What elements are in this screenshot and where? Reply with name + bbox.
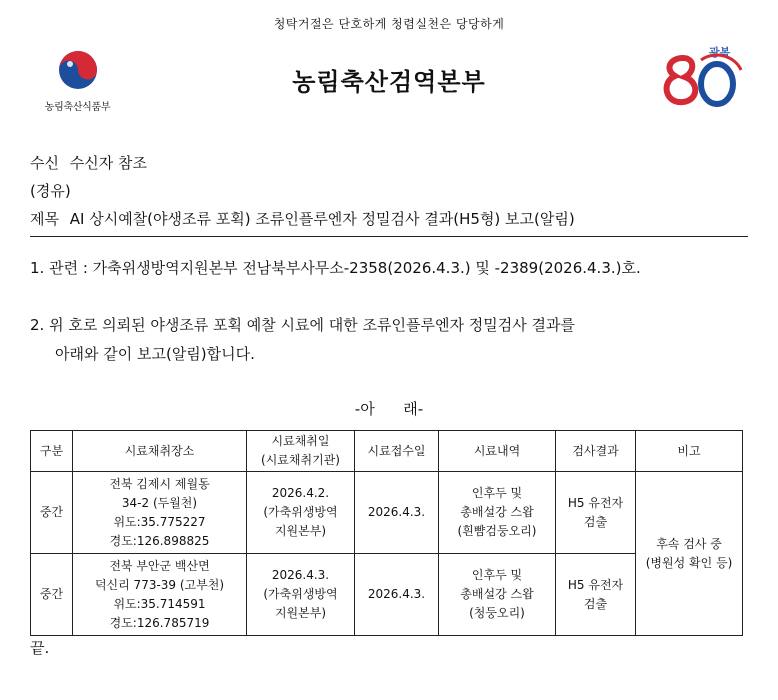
location-line: 전북 김제시 제월동 [109,476,210,491]
latitude: 위도:35.775227 [113,514,206,529]
location-line: 덕신리 773-39 (고부천) [94,577,225,592]
slogan: 청탁거절은 단호하게 청렴실천은 당당하게 [273,17,505,31]
header-date-line-2: (시료채취기관) [261,453,340,467]
remarks-line: 후속 검사 중 [656,536,722,551]
details-line: 인후두 및 [471,486,523,500]
recipient-line [30,152,147,173]
details-line: 총배설강 스왑 [460,505,534,519]
table-row [31,472,743,554]
row-result [556,554,636,636]
header-result: 검사결과 [556,431,636,472]
details-line: (흰뺨검둥오리) [457,524,537,538]
details-line: 총배설강 스왑 [460,587,534,601]
row-location [73,554,247,636]
longitude: 경도:126.898825 [109,533,210,548]
org-title: 농림축산검역본부 [292,68,486,96]
table-header-row [31,431,743,472]
paragraph-1: 1. 관련 : 가축위생방역지원본부 전남북부사무소-2358(2026.4.3.) 및 -2389(2026.4.3.)호. [30,259,641,277]
longitude: 경도:126.785719 [109,615,210,630]
row-details [439,472,556,554]
results-table [30,430,743,636]
details-line: (청둥오리) [469,606,525,620]
header-date [247,431,355,472]
header-details: 시료내역 [439,431,556,472]
subject-value: AI 상시예찰(야생조류 포획) 조류인플루엔자 정밀검사 결과(H5형) 보고(알림) [69,210,575,228]
collection-date: 2026.4.2. [271,486,330,500]
row-type: 중간 [31,554,73,636]
ministry-name: 농림축산식품부 [44,102,111,113]
recipient-label: 수신 [30,154,59,172]
subject-label: 제목 [30,210,59,228]
end-mark: 끝. [30,639,50,657]
below-heading: -아 래- [354,400,424,418]
latitude: 위도:35.714591 [113,596,206,611]
header-remarks: 비고 [636,431,743,472]
liberation-80-logo [655,44,750,114]
gwangbok-label: 광복 [709,46,731,59]
remarks-cell [636,472,743,636]
eighty-number [655,44,656,45]
result-line: H5 유전자 [567,495,624,510]
row-location [73,472,247,554]
recipient-value: 수신자 참조 [69,154,147,172]
collection-agency: 지원본부) [274,524,327,538]
header-date-line-1: 시료채취일 [271,434,330,448]
paragraph-2-line-1: 2. 위 호로 의뢰된 야생조류 포획 예찰 시료에 대한 조류인플루엔자 정밀검사 결과를 [30,316,575,334]
header-location: 시료채취장소 [73,431,247,472]
collection-agency: (가축위생방역 [263,587,338,601]
paragraph-2-line-2: 아래와 같이 보고(알림)합니다. [55,345,255,363]
row-received: 2026.4.3. [355,472,439,554]
row-date [247,554,355,636]
subject-line [30,208,575,229]
remarks-line: (병원성 확인 등) [645,555,733,570]
row-result [556,472,636,554]
row-received: 2026.4.3. [355,554,439,636]
row-date [247,472,355,554]
result-line: 검출 [583,514,608,529]
location-line: 34-2 (두월천) [121,495,198,510]
location-line: 전북 부안군 백산면 [109,558,210,573]
collection-agency: (가축위생방역 [263,505,338,519]
eighty-emblem-icon [655,44,750,114]
row-details [439,554,556,636]
paragraph-2 [30,311,750,369]
row-type: 중간 [31,472,73,554]
result-line: 검출 [583,596,608,611]
header-divider [30,236,748,237]
header-type: 구분 [31,431,73,472]
via-line: (경유) [30,182,71,200]
collection-agency: 지원본부) [274,606,327,620]
result-line: H5 유전자 [567,577,624,592]
collection-date: 2026.4.3. [271,568,330,582]
details-line: 인후두 및 [471,568,523,582]
header-received: 시료접수일 [355,431,439,472]
